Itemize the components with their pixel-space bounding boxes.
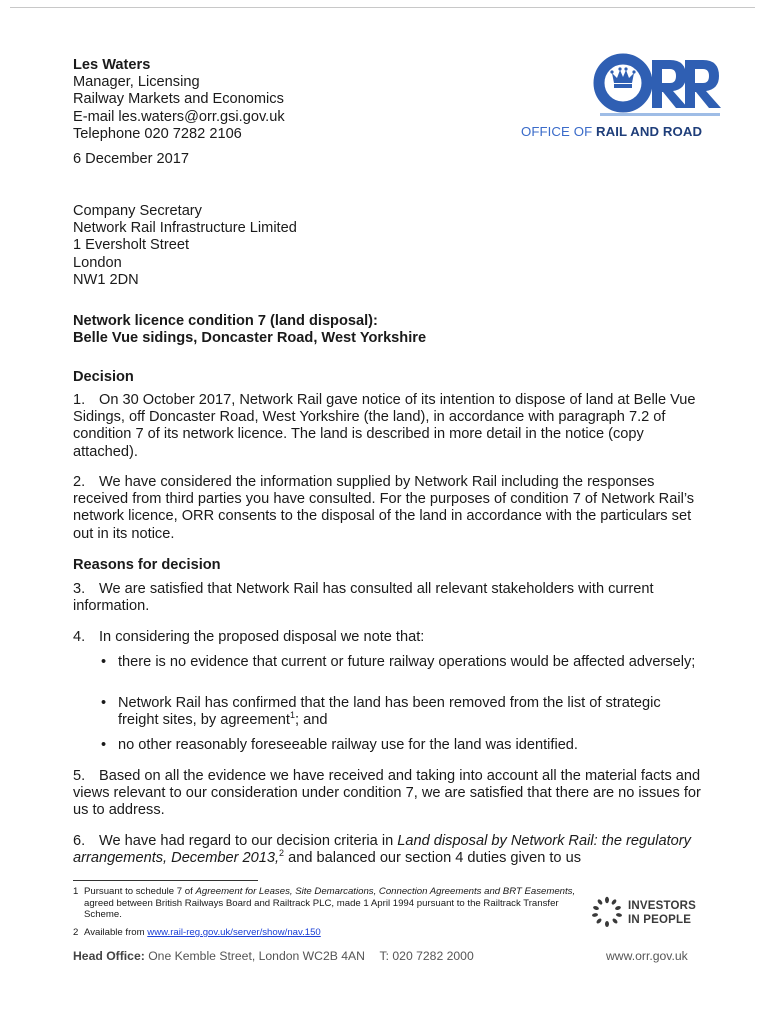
bullet-icon: • [101,654,107,670]
subject-line-1: Network licence condition 7 (land disposal): [73,313,378,329]
sender-email: E-mail les.waters@orr.gsi.gov.uk [73,108,285,125]
bullet-text: no other reasonably foreseeable railway use for the land was identified. [118,737,578,753]
paragraph-3 [73,581,703,615]
footnote-divider [73,880,258,881]
bullet-icon: • [101,737,107,753]
footer-address [73,949,474,964]
footnote-ref: 1 [289,710,295,721]
paragraph-text: We have considered the information supplied by Network Rail including the responses received from third parties you have consulted. For the purposes of condition 7 of Network Rail’s network licence, ORR consents to the disposal of the land in accordance with the particulars set out in its notice. [73,474,695,542]
sender-role: Manager, Licensing [73,74,200,91]
footnote-text: Pursuant to schedule 7 of Agreement for Leases, Site Demarcations, Connection Agreements and BRT Easements, agreed between British Railways Board and Railtrack PLC, made 1 April 1994 pursuant to the Railtrack Transfer Scheme. [84,886,576,920]
top-page-rule [10,7,755,8]
paragraph-1 [73,392,703,461]
sender-phone: Telephone 020 7282 2106 [73,125,242,142]
recipient-line: Company Secretary [73,203,202,219]
paragraph-number: 2. [73,474,86,490]
paragraph-number: 6. [73,833,86,849]
sender-name: Les Waters [73,57,151,73]
footnote-text: Available from www.rail-reg.gov.uk/server/show/nav.150 [84,927,321,938]
investors-in-people-laurel-icon [591,896,623,928]
footnote-number: 2 [73,927,79,938]
subject-line-2: Belle Vue sidings, Doncaster Road, West Yorkshire [73,330,427,347]
recipient-line: London [73,254,122,271]
paragraph-text: In considering the proposed disposal we note that: [99,629,425,645]
footer-phone: T: 020 7282 2000 [379,949,474,963]
paragraph-text: We are satisfied that Network Rail has consulted all relevant stakeholders with current information. [73,581,654,615]
footer-address-text: One Kemble Street, London WC2B 4AN [148,949,365,963]
recipient-line: NW1 2DN [73,271,139,288]
sender-department: Railway Markets and Economics [73,91,284,108]
paragraph-6 [73,833,703,867]
orr-tagline-regular: OFFICE OF [521,124,593,139]
subject-block [73,313,426,347]
paragraph-text: Based on all the evidence we have received and taking into account all the material facts and views relevant to our consideration under condition 7, we are satisfied that there are no issues for us to address. [73,768,701,819]
paragraph-number: 5. [73,768,86,784]
footnote-2 [73,927,583,939]
footnote-number: 1 [73,886,79,897]
paragraph-number: 1. [73,392,86,408]
bullet-icon: • [101,695,107,711]
paragraph-text: We have had regard to our decision criteria in Land disposal by Network Rail: the regulatory arrangements, December 2013,$^2$ and balanced our section 4 duties given to us [73,833,691,867]
orr-tagline-bold: RAIL AND ROAD [596,124,703,139]
orr-wordmark-icon [592,52,722,122]
bullet-text: there is no evidence that current or future railway operations would be affected adversely; [118,654,696,670]
footnote-link[interactable]: www.rail-reg.gov.uk/server/show/nav.150 [147,927,321,938]
recipient-block [73,203,297,289]
sender-block [73,57,285,143]
paragraph-2 [73,474,703,543]
footnote-1 [73,886,583,922]
recipient-line: 1 Eversholt Street [73,237,189,254]
paragraph-5 [73,768,703,820]
footer-head-office-label: Head Office: [73,949,145,963]
paragraph-number: 3. [73,581,86,597]
reasons-heading: Reasons for decision [73,557,221,573]
footer-website[interactable]: www.orr.gov.uk [606,949,688,963]
bullet-text: Network Rail has confirmed that the land has been removed from the list of strategic freight sites, by agreement$^1$; and [118,695,661,729]
footnote-ref: 2 [279,848,285,859]
decision-heading: Decision [73,369,134,385]
investors-in-people-text: INVESTORS IN PEOPLE [628,900,697,926]
recipient-line: Network Rail Infrastructure Limited [73,220,297,237]
paragraph-text: On 30 October 2017, Network Rail gave notice of its intention to dispose of land at Belle Vue Sidings, off Doncaster Road, West Yorkshire (the land), in accordance with paragraph 7.2 of condition 7 of its network licence. The land is described in more detail in the notice (copy attached). [73,392,696,460]
paragraph-number: 4. [73,629,86,645]
letter-date: 6 December 2017 [73,151,190,167]
paragraph-4 [73,629,703,646]
orr-tagline [521,124,702,139]
